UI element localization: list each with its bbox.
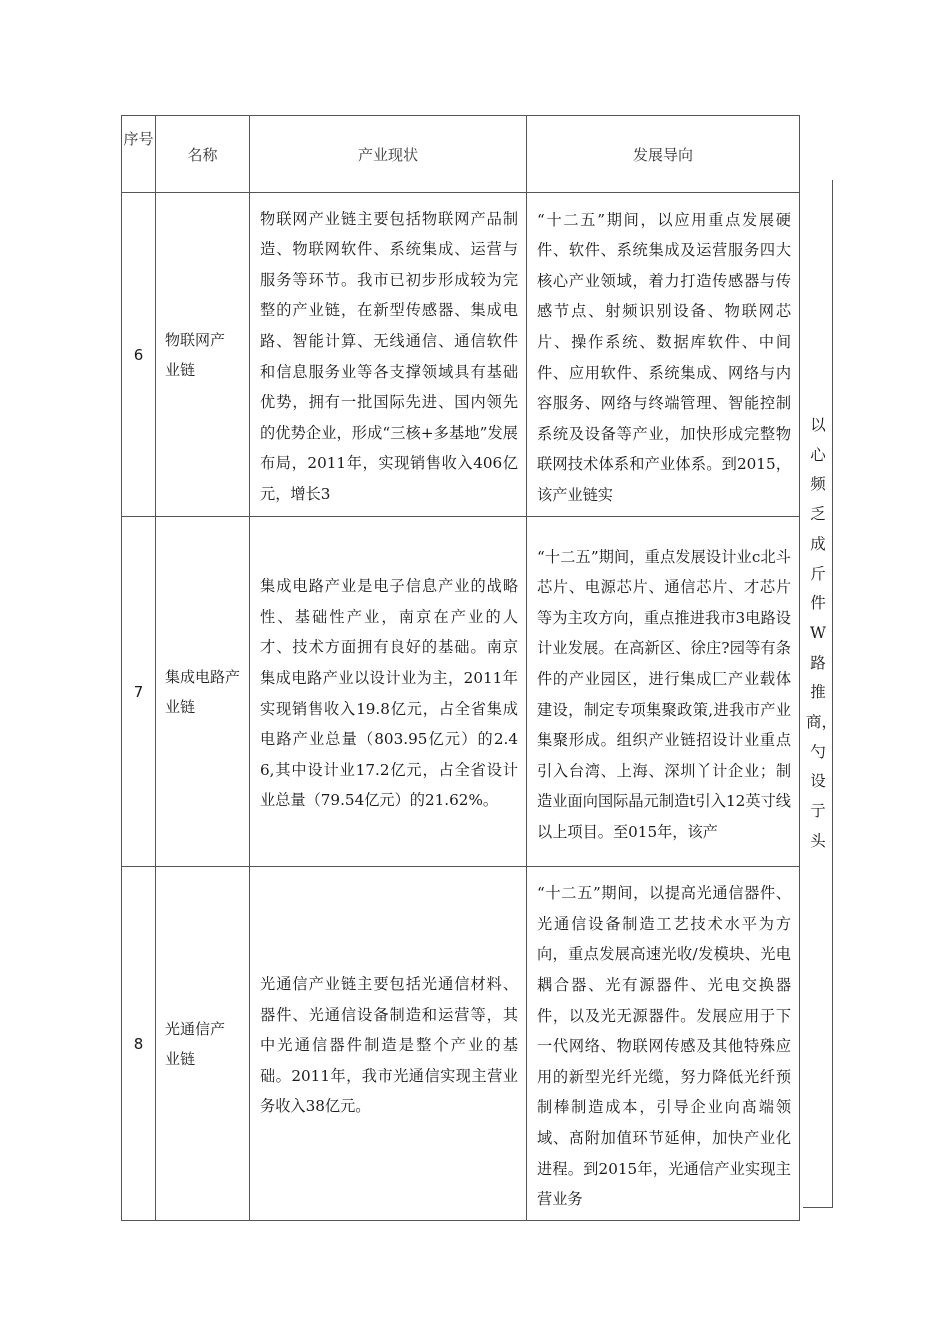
direction-text: “十二五”期间，重点发展设计业c北斗芯片、电源芯片、通信芯片、才芯片等为主攻方向，重点推进我市3电路设计业发展。在高新区、徐庄?园等有条件的产业园区，进行集成匚产业载体建设，制定专项集聚政策,进我市产业集聚形成。组织产业链招设计业重点引入台湾、上海、深圳丫计企业；制造业面向国际晶元制造t引入12英寸线以上项目。至015年，该产 — [537, 547, 791, 841]
status-text: 物联网产业链主要包括物联网产品制造、物联网软件、系统集成、运营与服务等环节。我市已初步形成较为完整的产业链，在新型传感器、集成电路、智能计算、无线通信、通信软件和信息服务业等各支撑领域具有基础优势，拥有一批国际先进、国内领先的优势企业，形成“三核+多基地”发展布局，2011年，实现销售收入406亿元，增长3 — [260, 209, 518, 503]
table-header-row — [122, 116, 800, 193]
status-cell — [250, 193, 527, 517]
table-row — [122, 867, 800, 1221]
header-no: 序号 — [122, 116, 156, 193]
direction-text: “十二五”期间，以应用重点发展硬件、软件、系统集成及运营服务四大核心产业领域，着力打造传感器与传感节点、射频识别设备、物联网芯片、操作系统、数据库软件、中间件、应用软件、系统集成、网络与内容服务、网络与终端管理、智能控制系统及设备等产业，加快形成完整物联网技术体系和产业体系。到2015，该产业链实 — [537, 210, 791, 504]
direction-cell — [527, 517, 800, 867]
header-direction: 发展导向 — [527, 116, 800, 193]
direction-cell — [527, 193, 800, 517]
header-name: 名称 — [156, 116, 250, 193]
status-text: 集成电路产业是电子信息产业的战略性、基础性产业，南京在产业的人才、技术方面拥有良好的基础。南京集成电路产业以设计业为主，2011年实现销售收入19.8亿元，占全省集成电路产业总量（803.95亿元）的2.46,其中设计业17.2亿元，占全省设计业总量（79.54亿元）的21.62%。 — [260, 577, 518, 810]
chain-name: 物联网产 业链 — [156, 193, 250, 517]
chain-name: 集成电路产 业链 — [156, 517, 250, 867]
side-column-text: 以心频乏成斤件W路推商，勺设亍头 — [806, 416, 838, 850]
table-row — [122, 517, 800, 867]
direction-text: “十二五”期间，以提高光通信器件、光通信设备制造工艺技术水平为方向，重点发展高速光收/发模块、光电耦合器、光有源器件、光电交换器件，以及光无源器件。发展应用于下一代网络、物联网传感及其他特殊应用的新型光纤光缆，努力降低光纤预制棒制造成本，引导企业向髙端领域、髙附加值环节延伸，加快产业化进程。到2015年，光通信产业实现主营业务 — [537, 884, 791, 1209]
direction-cell — [527, 867, 800, 1221]
status-cell — [250, 867, 527, 1221]
row-number: 7 — [122, 517, 156, 867]
row-number: 8 — [122, 867, 156, 1221]
status-text: 光通信产业链主要包括光通信材料、器件、光通信设备制造和运营等，其中光通信器件制造是整个产业的基础。2011年，我市光通信实现主营业务收入38亿元。 — [260, 975, 518, 1116]
status-cell — [250, 517, 527, 867]
chain-name: 光通信产 业链 — [156, 867, 250, 1221]
industry-chain-table — [121, 115, 800, 1221]
table-row — [122, 193, 800, 517]
header-status: 产业现状 — [250, 116, 527, 193]
row-number: 6 — [122, 193, 156, 517]
